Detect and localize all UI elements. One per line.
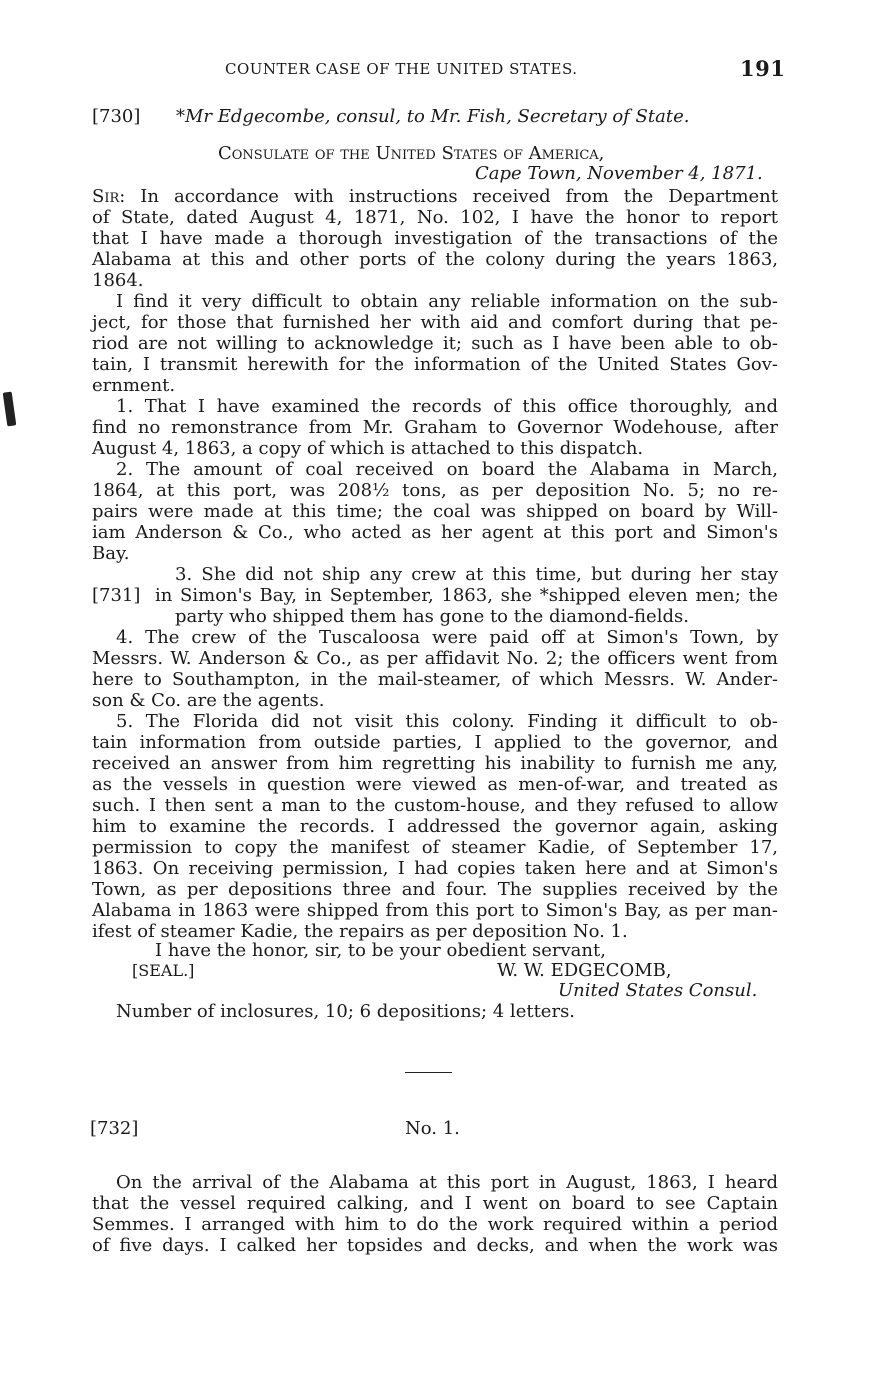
seal: [SEAL.] [132, 961, 195, 980]
text-line: Semmes. I arranged with him to do the work required within a period [92, 1214, 778, 1235]
text-line: tain, I transmit herewith for the information of the United States Gov- [92, 354, 778, 375]
text-line: of State, dated August 4, 1871, No. 102, I have the honor to report [92, 207, 778, 228]
text-line: that I have made a thorough investigation of the transactions of the [92, 228, 778, 249]
text-line: of five days. I calked her topsides and decks, and when the work was [92, 1235, 778, 1256]
text-line: 5. The Florida did not visit this colony. Finding it difficult to ob- [116, 711, 778, 732]
text-line: find no remonstrance from Mr. Graham to Governor Wodehouse, after [92, 417, 778, 438]
text-line: August 4, 1863, a copy of which is attached to this dispatch. [92, 438, 644, 459]
deposition-marker: [732] [90, 1118, 139, 1139]
text-line: Alabama in 1863 were shipped from this port to Simon's Bay, as per man- [92, 900, 778, 921]
side-marker: [731] [92, 585, 141, 606]
text-line: in Simon's Bay, in September, 1863, she *shipped eleven men; the [155, 585, 778, 606]
text-line: I find it very difficult to obtain any reliable information on the sub- [116, 291, 778, 312]
text-line: such. I then sent a man to the custom-house, and they refused to allow [92, 795, 778, 816]
text-line: him to examine the records. I addressed the governor again, asking [92, 816, 778, 837]
text-line: permission to copy the manifest of steamer Kadie, of September 17, [92, 837, 778, 858]
margin-mark [3, 392, 17, 427]
text-line: Alabama at this and other ports of the colony during the years 1863, [92, 249, 778, 270]
text-line: tain information from outside parties, I applied to the governor, and [92, 732, 778, 753]
page-number: 191 [740, 56, 786, 81]
text-line: that the vessel required calking, and I went on board to see Captain [92, 1193, 778, 1214]
text-line: 1864. [92, 270, 144, 291]
text-line: iam Anderson & Co., who acted as her agent at this port and Simon's [92, 522, 778, 543]
signature: W. W. EDGECOMB, [497, 960, 672, 981]
text-line: On the arrival of the Alabama at this port in August, 1863, I heard [116, 1172, 778, 1193]
letter-dateline: Cape Town, November 4, 1871. [475, 163, 763, 184]
text-line: Sir: In accordance with instructions received from the Department [92, 186, 778, 207]
text-line: ifest of steamer Kadie, the repairs as per deposition No. 1. [92, 921, 628, 942]
text-line: Bay. [92, 543, 130, 564]
signature-title: United States Consul. [558, 980, 758, 1001]
text-line: 3. She did not ship any crew at this time, but during her stay [175, 564, 778, 585]
text-line: 1864, at this port, was 208½ tons, as per deposition No. 5; no re- [92, 480, 778, 501]
letter-marker: [730] [92, 106, 141, 127]
text-line: 4. The crew of the Tuscaloosa were paid off at Simon's Town, by [116, 627, 778, 648]
text-line: pairs were made at this time; the coal was shipped on board by Will- [92, 501, 778, 522]
letter-place: Consulate of the United States of America, [218, 143, 605, 164]
inclosures: Number of inclosures, 10; 6 depositions; 4 letters. [116, 1001, 576, 1022]
text-line: riod are not willing to acknowledge it; such as I have been able to ob- [92, 333, 778, 354]
text-line: as the vessels in question were viewed as men-of-war, and treated as [92, 774, 778, 795]
text-line: party who shipped them has gone to the diamond-fields. [175, 606, 689, 627]
text-line: received an answer from him regretting his inability to furnish me any, [92, 753, 778, 774]
text-line: son & Co. are the agents. [92, 690, 325, 711]
text-line: ject, for those that furnished her with aid and comfort during that pe- [92, 312, 778, 333]
running-title: COUNTER CASE OF THE UNITED STATES. [225, 60, 578, 78]
text-line: ernment. [92, 375, 176, 396]
text-line: here to Southampton, in the mail-steamer, of which Messrs. W. Ander- [92, 669, 778, 690]
text-line: 1863. On receiving permission, I had copies taken here and at Simon's [92, 858, 778, 879]
section-divider [405, 1072, 452, 1073]
text-line: 2. The amount of coal received on board the Alabama in March, [116, 459, 778, 480]
text-line: Town, as per depositions three and four. The supplies received by the [92, 879, 778, 900]
text-line: Messrs. W. Anderson & Co., as per affidavit No. 2; the officers went from [92, 648, 778, 669]
deposition-heading: No. 1. [405, 1118, 460, 1139]
letter-heading: *Mr Edgecombe, consul, to Mr. Fish, Secretary of State. [176, 106, 690, 127]
text-line: 1. That I have examined the records of this office thoroughly, and [116, 396, 778, 417]
text-line: I have the honor, sir, to be your obedient servant, [155, 940, 606, 961]
